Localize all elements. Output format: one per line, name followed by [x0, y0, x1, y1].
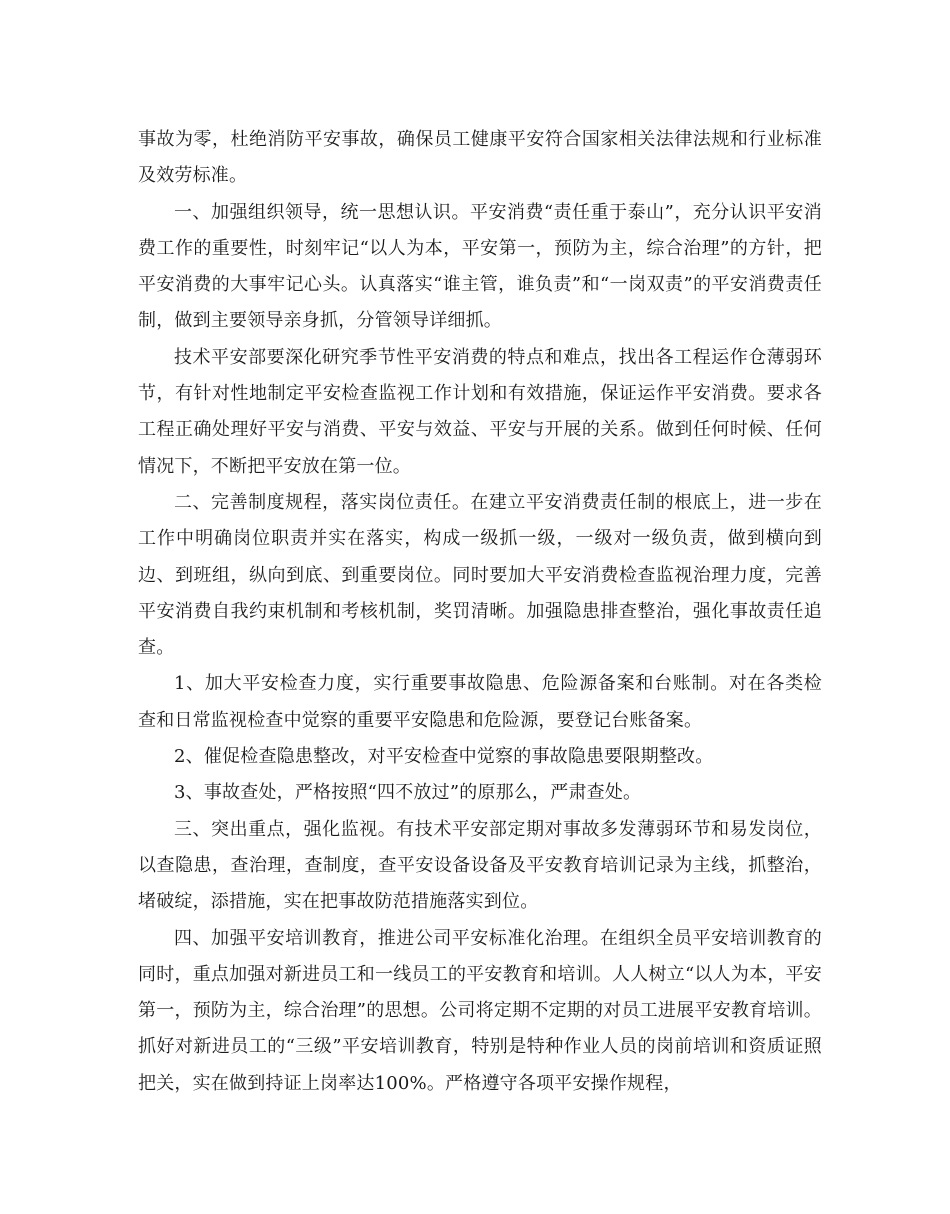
paragraph-continuation: 事故为零，杜绝消防平安事故，确保员工健康平安符合国家相关法律法规和行业标准及效劳标准。 [138, 129, 822, 187]
paragraph-safety-training: 四、加强平安培训教育，推进公司平安标准化治理。在组织全员平安培训教育的同时，重点加强对新进员工和一线员工的平安教育和培训。人人树立“以人为本，平安第一，预防为主，综合治理”的思想。公司将定期不定期的对员工进展平安教育培训。抓好对新进员工的“三级”平安培训教育，特别是特种作业人员的岗前培训和资质证照把关，实在做到持证上岗率达100%。严格遵守各项平安操作规程， [138, 927, 822, 1094]
paragraph-technical-safety: 技术平安部要深化研究季节性平安消费的特点和难点，找出各工程运作仓薄弱环节，有针对性地制定平安检查监视工作计划和有效措施，保证运作平安消费。要求各工程正确处理好平安与消费、平安与效益、平安与开展的关系。做到任何时候、任何情况下，不断把平安放在第一位。 [138, 346, 822, 477]
paragraph-key-supervision: 三、突出重点，强化监视。有技术平安部定期对事故多发薄弱环节和易发岗位，以查隐患，查治理，查制度，查平安设备设备及平安教育培训记录为主线，抓整治，堵破绽，添措施，实在把事故防范措施落实到位。 [138, 818, 822, 913]
paragraph-item-1: 1、加大平安检查力度，实行重要事故隐患、危险源备案和台账制。对在各类检查和日常监视检查中觉察的重要平安隐患和危险源，要登记台账备案。 [138, 673, 822, 731]
document-body [138, 122, 822, 1102]
paragraph-item-3: 3、事故查处，严格按照“四不放过”的原那么，严肃查处。 [174, 782, 642, 804]
paragraph-item-2: 2、催促检查隐患整改，对平安检查中觉察的事故隐患要限期整改。 [174, 746, 714, 768]
paragraph-organization-leadership: 一、加强组织领导，统一思想认识。平安消费“责任重于泰山”，充分认识平安消费工作的重要性，时刻牢记“以人为本，平安第一，预防为主，综合治理”的方针，把平安消费的大事牢记心头。认真落实“谁主管，谁负责”和“一岗双责”的平安消费责任制，做到主要领导亲身抓，分管领导详细抓。 [138, 201, 822, 332]
paragraph-system-regulations: 二、完善制度规程，落实岗位责任。在建立平安消费责任制的根底上，进一步在工作中明确岗位职责并实在落实，构成一级抓一级，一级对一级负责，做到横向到边、到班组，纵向到底、到重要岗位。同时要加大平安消费检查监视治理力度，完善平安消费自我约束机制和考核机制，奖罚清晰。加强隐患排查整治，强化事故责任追查。 [138, 491, 822, 659]
